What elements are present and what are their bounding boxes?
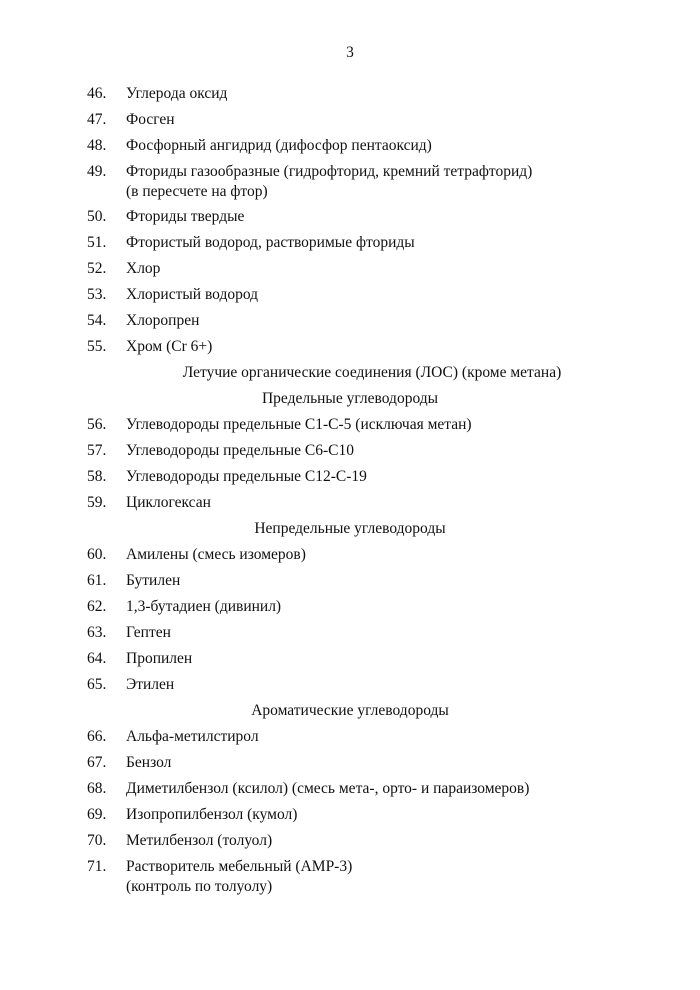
item-text-continuation: (контроль по толуолу) bbox=[126, 878, 273, 895]
item-number: 69. bbox=[87, 806, 107, 823]
item-number: 61. bbox=[87, 572, 107, 589]
item-text: Углеводороды предельные С1-С-5 (исключая метан) bbox=[126, 416, 472, 433]
item-number: 63. bbox=[87, 624, 107, 641]
item-text: Амилены (смесь изомеров) bbox=[126, 546, 306, 563]
item-number: 66. bbox=[87, 728, 107, 745]
item-text: Фтористый водород, растворимые фториды bbox=[126, 234, 415, 251]
item-text: Фосфорный ангидрид (дифосфор пентаоксид) bbox=[126, 137, 432, 154]
item-text: 1,3-бутадиен (дивинил) bbox=[126, 598, 282, 615]
item-number: 51. bbox=[87, 234, 107, 251]
item-number: 65. bbox=[87, 676, 107, 693]
item-text: Углеводороды предельные С6-С10 bbox=[126, 442, 355, 459]
item-number: 62. bbox=[87, 598, 107, 615]
item-number: 49. bbox=[87, 163, 107, 180]
item-text: Углерода оксид bbox=[126, 85, 228, 102]
section-heading-saturated: Предельные углеводороды bbox=[261, 390, 439, 407]
item-number: 70. bbox=[87, 832, 107, 849]
item-text: Хлоропрен bbox=[126, 312, 200, 329]
item-text-block bbox=[126, 857, 596, 897]
item-number: 67. bbox=[87, 754, 107, 771]
item-number: 58. bbox=[87, 468, 107, 485]
item-number: 53. bbox=[87, 286, 107, 303]
item-text: Фосген bbox=[126, 111, 175, 128]
item-number: 54. bbox=[87, 312, 107, 329]
item-number: 47. bbox=[87, 111, 107, 128]
item-number: 52. bbox=[87, 260, 107, 277]
item-text: Пропилен bbox=[126, 650, 193, 667]
item-number: 64. bbox=[87, 650, 107, 667]
item-number: 50. bbox=[87, 208, 107, 225]
section-heading-aromatic: Ароматические углеводороды bbox=[251, 702, 449, 719]
item-text-continuation: (в пересчете на фтор) bbox=[126, 183, 268, 200]
item-text: Циклогексан bbox=[126, 494, 211, 511]
item-number: 55. bbox=[87, 338, 107, 355]
item-text: Растворитель мебельный (АМР-3) bbox=[126, 858, 353, 875]
item-text: Углеводороды предельные С12-С-19 bbox=[126, 468, 367, 485]
item-number: 71. bbox=[87, 858, 107, 875]
item-text: Бензол bbox=[126, 754, 172, 771]
item-text: Хлор bbox=[126, 260, 161, 277]
item-text: Фториды твердые bbox=[126, 208, 245, 225]
item-text: Бутилен bbox=[126, 572, 181, 589]
item-text: Фториды газообразные (гидрофторид, кремний тетрафторид) bbox=[126, 163, 533, 180]
item-text: Хром (Cr 6+) bbox=[126, 338, 213, 355]
section-heading-unsaturated: Непредельные углеводороды bbox=[254, 520, 446, 537]
item-text: Хлористый водород bbox=[126, 286, 259, 303]
item-number: 68. bbox=[87, 780, 107, 797]
section-heading-voc: Летучие органические соединения (ЛОС) (кроме метана) bbox=[182, 364, 562, 381]
page-number: 3 bbox=[346, 44, 354, 61]
item-number: 46. bbox=[87, 85, 107, 102]
item-text: Диметилбензол (ксилол) (смесь мета-, орто- и параизомеров) bbox=[126, 780, 530, 797]
item-number: 60. bbox=[87, 546, 107, 563]
item-text: Этилен bbox=[126, 676, 175, 693]
item-text: Альфа-метилстирол bbox=[126, 728, 259, 745]
item-number: 57. bbox=[87, 442, 107, 459]
item-text: Изопропилбензол (кумол) bbox=[126, 806, 298, 823]
item-text: Гептен bbox=[126, 624, 171, 641]
item-number: 56. bbox=[87, 416, 107, 433]
item-text: Метилбензол (толуол) bbox=[126, 832, 273, 849]
item-number: 48. bbox=[87, 137, 107, 154]
item-text-block bbox=[126, 162, 596, 202]
item-number: 59. bbox=[87, 494, 107, 511]
